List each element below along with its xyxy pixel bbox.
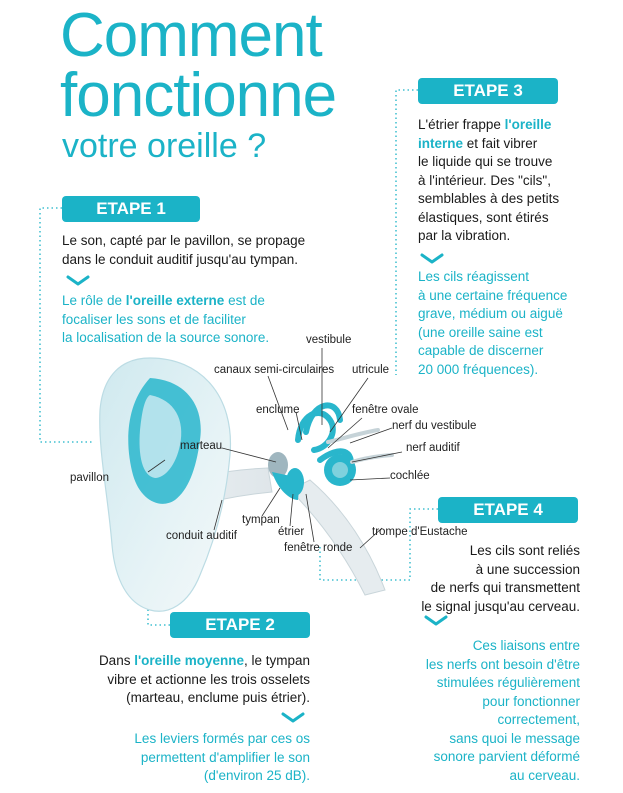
label-trompe: trompe d'Eustache: [372, 526, 468, 538]
label-vestibule: vestibule: [306, 334, 352, 346]
page-subtitle: votre oreille ?: [62, 127, 267, 165]
label-enclume: enclume: [256, 404, 300, 416]
label-pavillon: pavillon: [70, 472, 109, 484]
label-canaux: canaux semi-circulaires: [214, 364, 335, 376]
etape1-info: Le rôle de l'oreille externe est de focaliser les sons et de faciliter la localisation de la source sonore.: [62, 293, 270, 345]
etape4-text: Les cils sont reliés à une succession de nerfs qui transmettent le signal jusqu'au cerveau.: [421, 543, 580, 614]
page-title-line2: fonctionne: [60, 61, 337, 130]
etape2-badge: ETAPE 2: [170, 612, 310, 638]
etape2-info: Les leviers formés par ces os permettent d'amplifier le son (d'environ 25 dB).: [134, 731, 310, 783]
label-conduit: conduit auditif: [166, 530, 237, 542]
ossicles: [268, 452, 304, 500]
label-fenetre-ovale: fenêtre ovale: [352, 404, 419, 416]
label-nerf-vestibule: nerf du vestibule: [392, 420, 477, 432]
etape3-badge: ETAPE 3: [418, 78, 558, 104]
label-tympan: tympan: [242, 514, 280, 526]
label-cochlee: cochlée: [390, 470, 430, 482]
etape3-info: Les cils réagissent à une certaine fréquence grave, médium ou aiguë (une oreille saine est capable de discerner 20 000 fréquences).: [418, 269, 568, 377]
label-marteau: marteau: [180, 440, 223, 452]
label-etrier: étrier: [278, 526, 305, 538]
etape2-text: Dans l'oreille moyenne, le tympan vibre et actionne les trois osselets (marteau, enclume puis étrier).: [98, 653, 310, 705]
page-title-line1: Comment: [60, 1, 322, 70]
etape4-info: Ces liaisons entre les nerfs ont besoin d'être stimulées régulièrement pour fonctionner correctement, sans quoi le message sonore parvient déformé au cerveau.: [425, 638, 580, 783]
etape1-badge: ETAPE 1: [62, 196, 200, 222]
etape1-text: Le son, capté par le pavillon, se propage dans le conduit auditif jusqu'au tympan.: [62, 233, 306, 267]
label-fenetre-ronde: fenêtre ronde: [284, 542, 353, 554]
etape3-text: L'étrier frappe l'oreille interne et fait vibrer le liquide qui se trouve à l'intérieur. Des "cils", semblables à des petits élastiques, sont étirés par la vibration.: [418, 117, 560, 243]
label-utricule: utricule: [352, 364, 390, 376]
label-nerf-auditif: nerf auditif: [406, 442, 460, 454]
etape4-badge: ETAPE 4: [438, 497, 578, 523]
